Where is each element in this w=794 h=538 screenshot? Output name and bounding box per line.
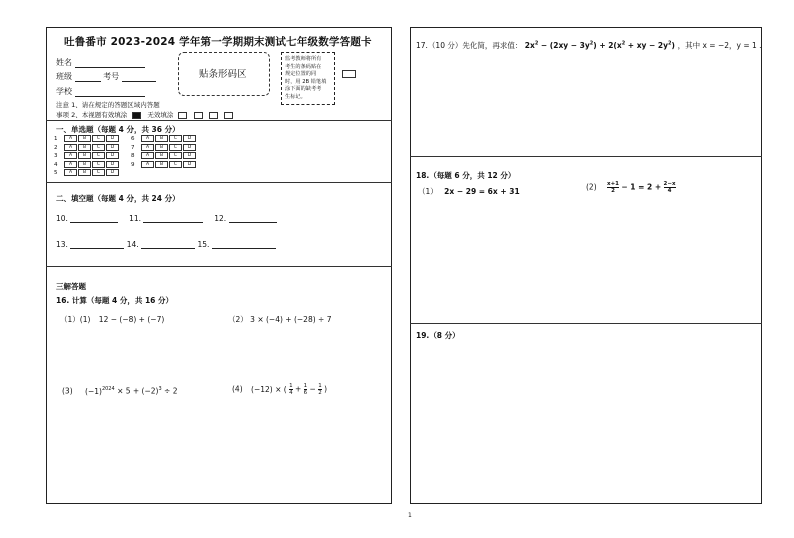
exam-no-line xyxy=(122,73,156,82)
mc-bubble-7-a[interactable]: A xyxy=(141,144,154,151)
q16-p4-pre: (−12) × ( xyxy=(251,384,287,394)
mc-bubble-3-c[interactable]: C xyxy=(92,152,105,159)
mc-bubble-3-b[interactable]: B xyxy=(78,152,91,159)
mc-question-9 xyxy=(131,161,197,168)
fill-row-2 xyxy=(56,240,276,249)
blank-14[interactable] xyxy=(141,240,195,249)
mc-bubble-8-d[interactable]: D xyxy=(183,152,196,159)
q18-p2-label: (2) xyxy=(586,182,597,192)
q18-part-1 xyxy=(418,186,520,197)
blank-13-label: 13. xyxy=(56,240,68,249)
name-line xyxy=(75,59,145,68)
q16-p2-label: （2） xyxy=(228,315,248,324)
mc-bubble-2-c[interactable]: C xyxy=(92,144,105,151)
mc-bubble-6-d[interactable]: D xyxy=(183,135,196,142)
mc-question-number: 5 xyxy=(54,170,58,176)
mc-bubble-4-b[interactable]: B xyxy=(78,161,91,168)
mc-question-number: 7 xyxy=(131,144,135,151)
q17-expr: $2x^2 - (2xy - 3y^2) + 2(x^2$ + xy − $2y^2$) xyxy=(524,40,675,50)
mc-question-number: 6 xyxy=(131,136,135,142)
q16-p3-exp: 2024 xyxy=(101,386,115,392)
q16-p4-plus: + xyxy=(294,384,302,394)
fill-row-1 xyxy=(56,214,277,223)
mc-bubble-5-c[interactable]: C xyxy=(92,169,105,176)
mc-bubble-1-d[interactable]: D xyxy=(106,135,119,142)
mc-bubble-7-d[interactable]: D xyxy=(183,144,196,151)
sheet-title: 吐鲁番市 2023-2024 学年第一学期期末测试七年级数学答题卡 xyxy=(64,36,372,48)
notice-line-2 xyxy=(56,110,237,119)
q17 xyxy=(416,40,762,51)
q16-p2-expr: 3 × (−4) + (−28) ÷ 7 xyxy=(250,315,332,324)
q18-label: 18.（每题 6 分，共 12 分） xyxy=(416,171,516,180)
invalid-mark-4 xyxy=(224,112,233,119)
q17-label: 17.（10 分）先化简，再求值： xyxy=(416,41,523,50)
invalid-mark-3 xyxy=(209,112,218,119)
invigilator-note-box xyxy=(281,52,335,105)
mc-question-number: 8 xyxy=(131,153,135,159)
note-line-3: 规定位置的同 xyxy=(285,71,317,77)
barcode-label: 贴条形码区 xyxy=(199,69,247,80)
mc-question-2 xyxy=(54,144,120,151)
divider-2 xyxy=(46,182,392,183)
mc-bubble-5-a[interactable]: A xyxy=(64,169,77,176)
mc-question-number: 9 xyxy=(131,161,135,168)
mc-bubble-9-c[interactable]: C xyxy=(169,161,182,168)
blank-11-label: 11. xyxy=(129,214,142,223)
divider-3 xyxy=(46,266,392,267)
invalid-mark-2 xyxy=(194,112,203,119)
q19-label: 19.（8 分） xyxy=(416,331,460,340)
q18-p2-frac-2: $\frac{2-x}{4}$ xyxy=(663,181,676,194)
school-label: 学校 xyxy=(56,87,72,96)
q16-part-1 xyxy=(60,314,164,325)
mc-bubble-6-b[interactable]: B xyxy=(155,135,168,142)
blank-12[interactable] xyxy=(229,214,277,223)
class-field[interactable] xyxy=(56,71,156,82)
school-field[interactable] xyxy=(56,86,145,97)
mc-bubble-8-b[interactable]: B xyxy=(155,152,168,159)
page-number: 1 xyxy=(408,512,412,519)
mc-bubble-1-c[interactable]: C xyxy=(92,135,105,142)
invalid-mark-1 xyxy=(178,112,187,119)
q16-p4-frac-2: $\frac{1}{6}$ xyxy=(303,383,308,396)
q16-p4-label: (4) xyxy=(232,384,243,394)
mc-bubble-8-a[interactable]: A xyxy=(141,152,154,159)
blank-13[interactable] xyxy=(70,240,124,249)
mc-question-number: 1 xyxy=(54,136,58,142)
note-line-4: 时，用 2B 铅笔填 xyxy=(285,78,327,85)
mc-question-5 xyxy=(54,169,120,176)
q16-label: 16. 计算（每题 4 分，共 16 分） xyxy=(56,296,173,305)
note-line-2: 考生的条码贴在 xyxy=(285,63,322,70)
fill-header: 二、填空题（每题 4 分，共 24 分） xyxy=(56,194,180,203)
q16-p3-label: (3) xyxy=(62,386,73,396)
mc-question-7 xyxy=(131,144,197,151)
blank-11[interactable] xyxy=(143,214,203,223)
q18-part-2 xyxy=(586,181,676,194)
mc-bubble-2-b[interactable]: B xyxy=(78,144,91,151)
exam-no-label: 考号 xyxy=(103,72,120,81)
note-line-1: 监考教师将所有 xyxy=(285,56,322,62)
q16-p3-exp2: 3 xyxy=(158,386,162,392)
mc-question-number: 2 xyxy=(54,144,58,151)
blank-15[interactable] xyxy=(212,240,276,249)
blank-15-label: 15. xyxy=(197,240,210,249)
mc-bubble-2-a[interactable]: A xyxy=(64,144,77,151)
mc-bubble-1-a[interactable]: A xyxy=(64,135,77,142)
mc-bubble-4-d[interactable]: D xyxy=(106,161,119,168)
q18-p2-mid: − 1 = 2 + xyxy=(621,182,662,192)
mc-question-8 xyxy=(131,152,197,159)
name-label: 姓名 xyxy=(56,58,72,67)
name-field[interactable] xyxy=(56,57,145,68)
notice-line-2-text: 事项 2、本视题有效填涂 xyxy=(56,111,128,119)
mc-question-1 xyxy=(54,135,120,142)
q16-p3-mid: × 5 + (−2) xyxy=(117,386,159,396)
blank-12-label: 12. xyxy=(214,214,227,223)
mc-question-4 xyxy=(54,161,120,168)
mc-bubble-8-c[interactable]: C xyxy=(169,152,182,159)
invalid-fill-label: 无效填涂 xyxy=(147,111,174,119)
mc-bubble-2-d[interactable]: D xyxy=(106,144,119,151)
q16-p4-post: ) xyxy=(324,384,328,394)
mc-bubble-4-c[interactable]: C xyxy=(92,161,105,168)
q16-p4-minus: − xyxy=(309,384,316,394)
school-line xyxy=(75,88,145,97)
barcode-area xyxy=(178,52,270,96)
q16-p4-frac-1: $\frac{1}{4}$ xyxy=(289,383,293,396)
mc-bubble-9-b[interactable]: B xyxy=(155,161,168,168)
mc-question-number: 3 xyxy=(54,153,58,159)
q16-p4-frac-3: $\frac{1}{2}$ xyxy=(318,383,322,396)
mc-question-3 xyxy=(54,152,120,159)
note-line-5: 涂下面的缺考考 xyxy=(285,86,322,92)
mc-bubble-5-d[interactable]: D xyxy=(106,169,119,176)
divider-r1 xyxy=(410,156,762,157)
q16-part-2 xyxy=(228,314,331,325)
mc-bubble-1-b[interactable]: B xyxy=(78,135,91,142)
valid-fill-mark xyxy=(132,112,141,119)
mc-bubble-7-c[interactable]: C xyxy=(169,144,182,151)
divider-r2 xyxy=(410,323,762,324)
mc-bubble-9-a[interactable]: A xyxy=(141,161,154,168)
note-line-6: 生标记。 xyxy=(285,93,306,100)
q16-p3-base: (−1) xyxy=(85,386,102,396)
mc-bubble-6-a[interactable]: A xyxy=(141,135,154,142)
mc-bubble-4-a[interactable]: A xyxy=(64,161,77,168)
class-line xyxy=(75,73,101,82)
divider-1 xyxy=(46,120,392,121)
q18-p1-label: （1） xyxy=(418,187,438,196)
q16-p1-label: （1）(1) xyxy=(60,315,91,324)
q16-p3-end: ÷ 2 xyxy=(164,386,178,396)
absent-mark-box[interactable] xyxy=(342,70,356,78)
mc-bubble-5-b[interactable]: B xyxy=(78,169,91,176)
q16-part-4 xyxy=(232,383,327,396)
mc-bubble-9-d[interactable]: D xyxy=(183,161,196,168)
q18-p1-expr: 2x − 29 = 6x + 31 xyxy=(444,187,520,196)
mc-bubble-3-d[interactable]: D xyxy=(106,152,119,159)
right-answer-sheet xyxy=(410,27,762,504)
q18-p2-frac-1: $\frac{x+1}{2}$ xyxy=(607,181,619,194)
blank-10-label: 10. xyxy=(56,214,68,223)
mc-bubble-7-b[interactable]: B xyxy=(155,144,168,151)
blank-10[interactable] xyxy=(70,214,118,223)
notice-line-1: 注意 1、请在规定的答题区域内答题 xyxy=(56,101,160,109)
solve-header: 三解答题 xyxy=(56,282,86,291)
mc-bubble-6-c[interactable]: C xyxy=(169,135,182,142)
q17-condition: ，其中 x = −2，y = 1 . xyxy=(677,41,762,50)
mc-header: 一、单选题（每题 4 分，共 36 分） xyxy=(56,125,180,134)
mc-bubble-3-a[interactable]: A xyxy=(64,152,77,159)
q16-p1-expr: 12 − (−8) + (−7) xyxy=(98,315,165,324)
blank-14-label: 14. xyxy=(126,240,139,249)
q16-part-3 xyxy=(62,386,178,396)
mc-question-number: 4 xyxy=(54,161,58,168)
mc-question-6 xyxy=(131,135,197,142)
class-label: 班级 xyxy=(56,72,72,81)
